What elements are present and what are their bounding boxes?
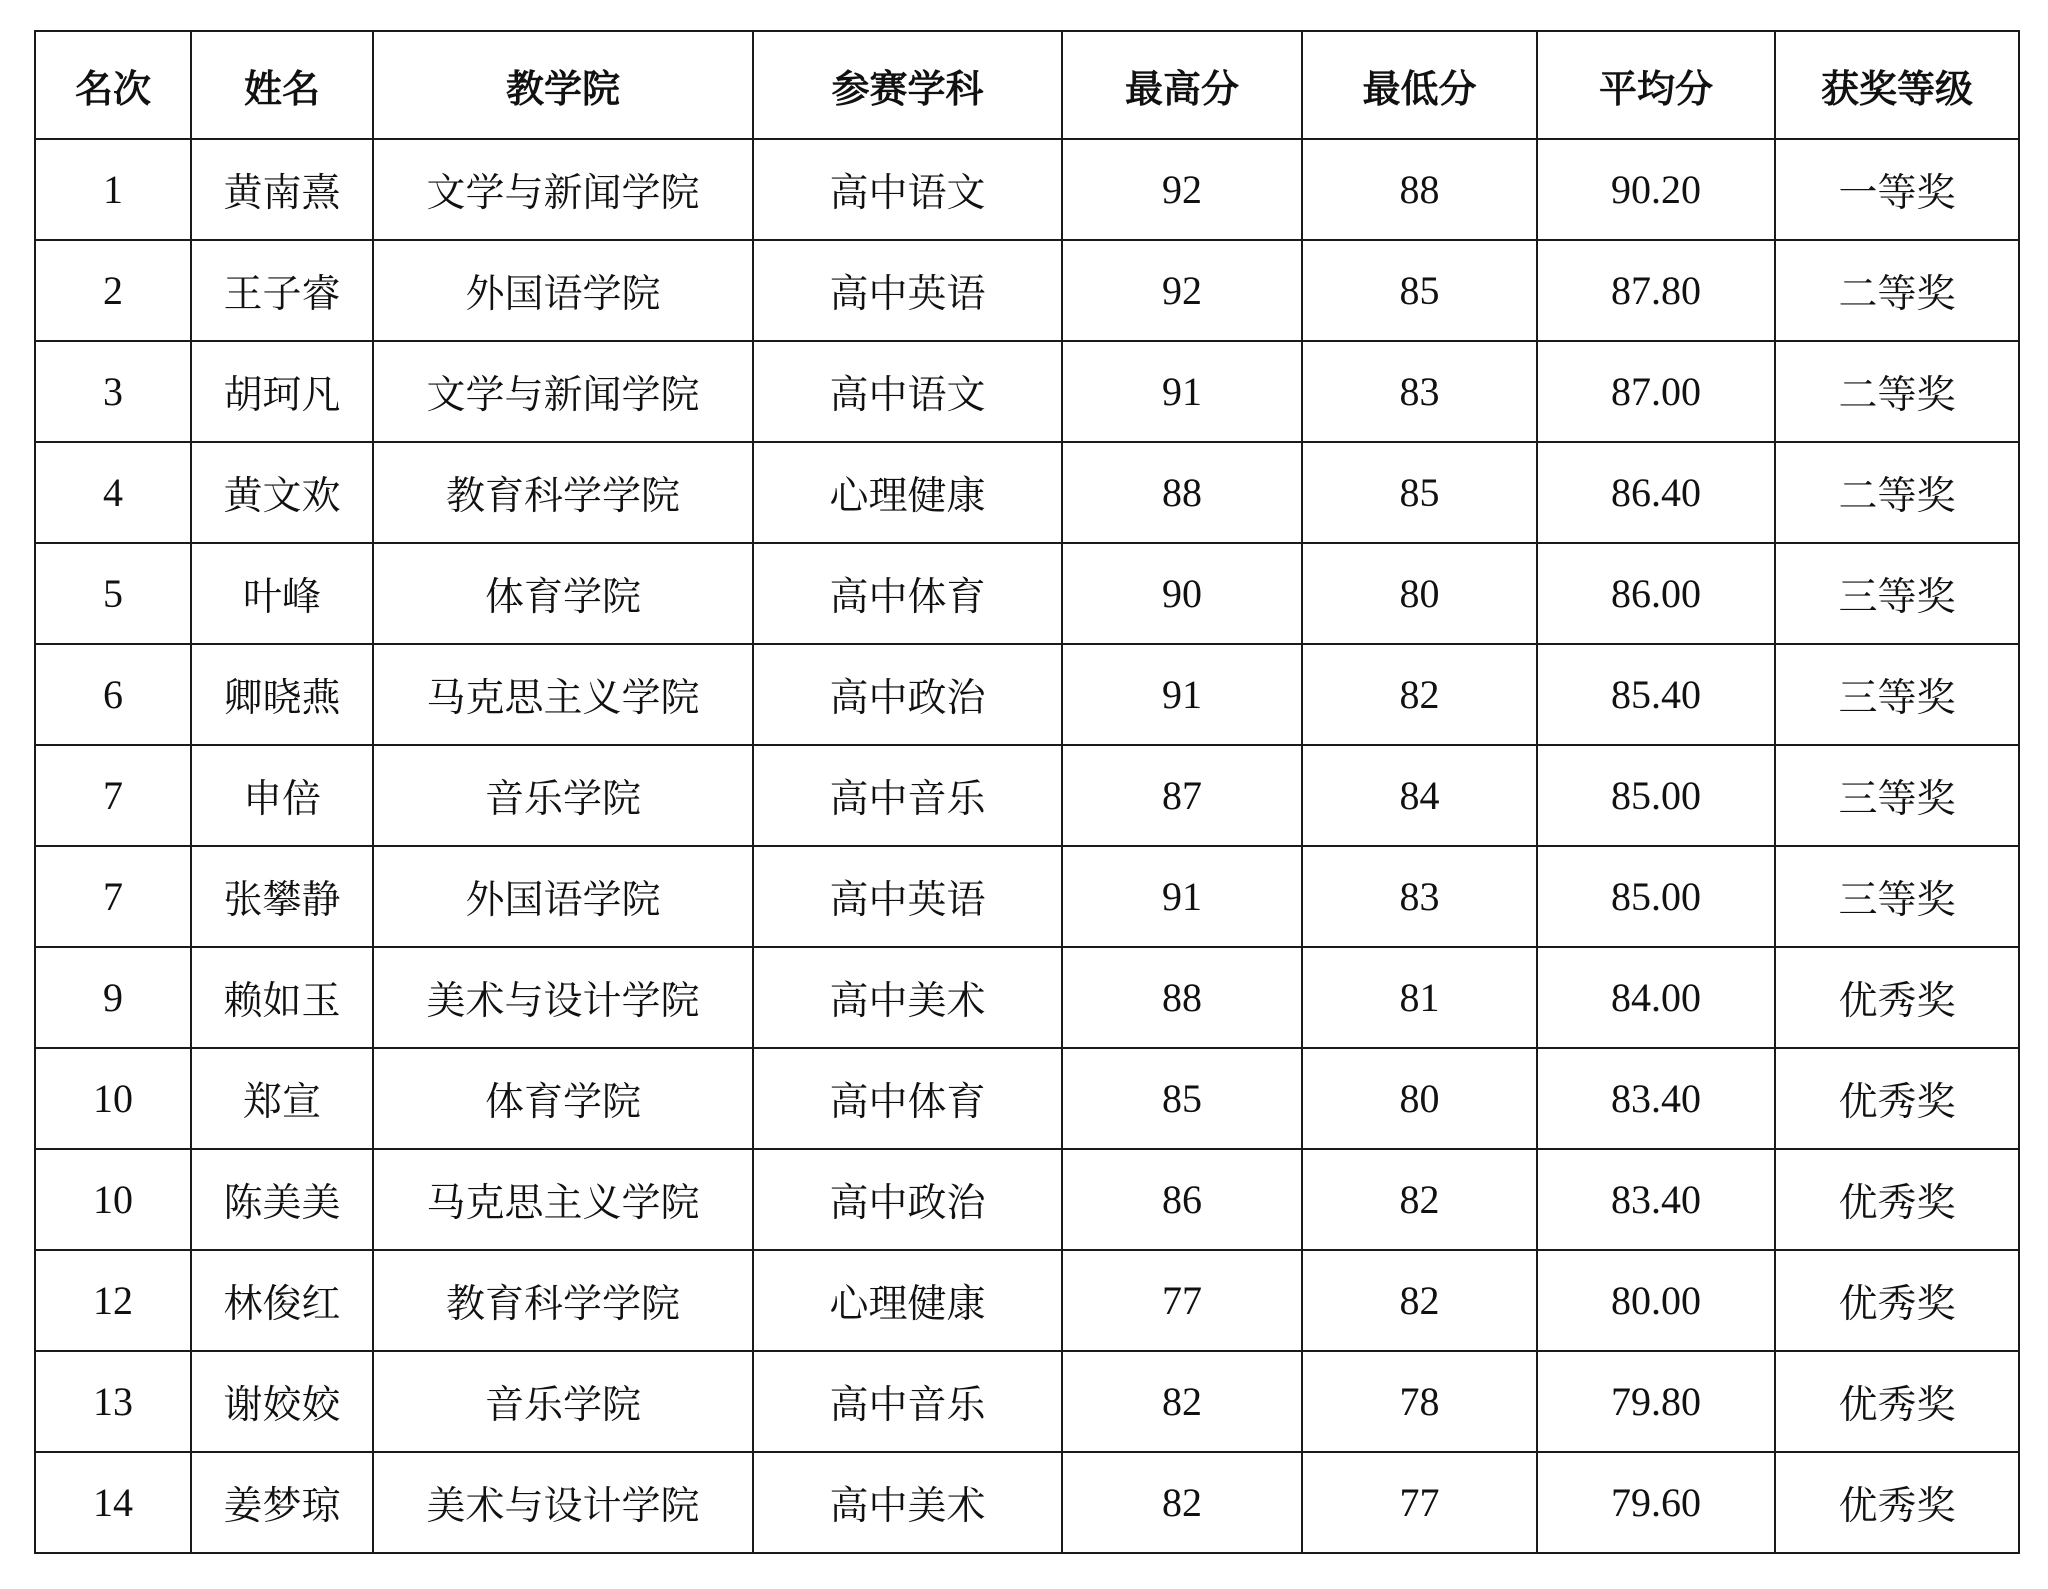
cell-rank: 9	[35, 947, 191, 1048]
cell-award-level: 三等奖	[1775, 745, 2019, 846]
cell-max-score: 88	[1062, 947, 1302, 1048]
cell-college: 美术与设计学院	[373, 1452, 753, 1553]
header-avg-score: 平均分	[1537, 31, 1775, 139]
cell-rank: 10	[35, 1048, 191, 1149]
cell-avg-score: 83.40	[1537, 1149, 1775, 1250]
cell-rank: 4	[35, 442, 191, 543]
header-rank: 名次	[35, 31, 191, 139]
results-table	[34, 30, 2020, 1554]
table-row	[35, 1048, 2019, 1149]
cell-subject: 高中音乐	[753, 1351, 1062, 1452]
cell-name: 卿晓燕	[191, 644, 373, 745]
cell-max-score: 90	[1062, 543, 1302, 644]
cell-award-level: 三等奖	[1775, 543, 2019, 644]
cell-max-score: 88	[1062, 442, 1302, 543]
cell-name: 赖如玉	[191, 947, 373, 1048]
cell-rank: 1	[35, 139, 191, 240]
cell-college: 外国语学院	[373, 240, 753, 341]
cell-avg-score: 80.00	[1537, 1250, 1775, 1351]
cell-college: 音乐学院	[373, 1351, 753, 1452]
cell-min-score: 85	[1302, 240, 1537, 341]
cell-award-level: 三等奖	[1775, 846, 2019, 947]
cell-min-score: 81	[1302, 947, 1537, 1048]
cell-avg-score: 85.40	[1537, 644, 1775, 745]
header-award-level: 获奖等级	[1775, 31, 2019, 139]
cell-rank: 13	[35, 1351, 191, 1452]
cell-rank: 5	[35, 543, 191, 644]
cell-name: 林俊红	[191, 1250, 373, 1351]
cell-award-level: 优秀奖	[1775, 1250, 2019, 1351]
cell-award-level: 三等奖	[1775, 644, 2019, 745]
cell-rank: 6	[35, 644, 191, 745]
cell-min-score: 88	[1302, 139, 1537, 240]
table-body	[35, 139, 2019, 1553]
cell-rank: 12	[35, 1250, 191, 1351]
table-row	[35, 1149, 2019, 1250]
cell-max-score: 86	[1062, 1149, 1302, 1250]
cell-avg-score: 79.80	[1537, 1351, 1775, 1452]
table-row	[35, 644, 2019, 745]
cell-subject: 高中英语	[753, 240, 1062, 341]
cell-college: 外国语学院	[373, 846, 753, 947]
cell-name: 谢姣姣	[191, 1351, 373, 1452]
cell-rank: 7	[35, 846, 191, 947]
cell-name: 申倍	[191, 745, 373, 846]
cell-college: 文学与新闻学院	[373, 341, 753, 442]
cell-subject: 高中美术	[753, 947, 1062, 1048]
header-min-score: 最低分	[1302, 31, 1537, 139]
cell-name: 张攀静	[191, 846, 373, 947]
cell-college: 马克思主义学院	[373, 1149, 753, 1250]
cell-min-score: 82	[1302, 1149, 1537, 1250]
cell-college: 体育学院	[373, 543, 753, 644]
cell-min-score: 80	[1302, 543, 1537, 644]
table-row	[35, 442, 2019, 543]
cell-award-level: 二等奖	[1775, 240, 2019, 341]
cell-rank: 14	[35, 1452, 191, 1553]
cell-name: 叶峰	[191, 543, 373, 644]
cell-avg-score: 87.80	[1537, 240, 1775, 341]
cell-avg-score: 83.40	[1537, 1048, 1775, 1149]
cell-college: 音乐学院	[373, 745, 753, 846]
table-row	[35, 846, 2019, 947]
cell-avg-score: 84.00	[1537, 947, 1775, 1048]
cell-name: 郑宣	[191, 1048, 373, 1149]
cell-min-score: 82	[1302, 644, 1537, 745]
cell-subject: 高中语文	[753, 341, 1062, 442]
cell-rank: 2	[35, 240, 191, 341]
cell-min-score: 80	[1302, 1048, 1537, 1149]
cell-award-level: 二等奖	[1775, 442, 2019, 543]
header-name: 姓名	[191, 31, 373, 139]
cell-award-level: 优秀奖	[1775, 1452, 2019, 1553]
cell-max-score: 91	[1062, 644, 1302, 745]
cell-avg-score: 86.00	[1537, 543, 1775, 644]
cell-rank: 10	[35, 1149, 191, 1250]
cell-subject: 高中体育	[753, 1048, 1062, 1149]
cell-subject: 高中英语	[753, 846, 1062, 947]
cell-award-level: 优秀奖	[1775, 1048, 2019, 1149]
cell-max-score: 87	[1062, 745, 1302, 846]
cell-college: 马克思主义学院	[373, 644, 753, 745]
cell-subject: 高中体育	[753, 543, 1062, 644]
cell-college: 教育科学学院	[373, 442, 753, 543]
table-row	[35, 1452, 2019, 1553]
cell-avg-score: 79.60	[1537, 1452, 1775, 1553]
cell-subject: 高中语文	[753, 139, 1062, 240]
cell-name: 姜梦琼	[191, 1452, 373, 1553]
cell-rank: 7	[35, 745, 191, 846]
cell-subject: 心理健康	[753, 442, 1062, 543]
cell-name: 王子睿	[191, 240, 373, 341]
cell-award-level: 二等奖	[1775, 341, 2019, 442]
cell-rank: 3	[35, 341, 191, 442]
cell-award-level: 一等奖	[1775, 139, 2019, 240]
cell-name: 胡珂凡	[191, 341, 373, 442]
cell-subject: 高中政治	[753, 644, 1062, 745]
header-subject: 参赛学科	[753, 31, 1062, 139]
cell-award-level: 优秀奖	[1775, 1149, 2019, 1250]
cell-subject: 心理健康	[753, 1250, 1062, 1351]
cell-college: 文学与新闻学院	[373, 139, 753, 240]
cell-max-score: 82	[1062, 1452, 1302, 1553]
cell-subject: 高中政治	[753, 1149, 1062, 1250]
header-college: 教学院	[373, 31, 753, 139]
cell-max-score: 92	[1062, 139, 1302, 240]
cell-subject: 高中美术	[753, 1452, 1062, 1553]
cell-name: 黄南熹	[191, 139, 373, 240]
cell-name: 黄文欢	[191, 442, 373, 543]
table-row	[35, 1351, 2019, 1452]
header-max-score: 最高分	[1062, 31, 1302, 139]
cell-avg-score: 90.20	[1537, 139, 1775, 240]
cell-avg-score: 85.00	[1537, 846, 1775, 947]
cell-min-score: 78	[1302, 1351, 1537, 1452]
cell-avg-score: 87.00	[1537, 341, 1775, 442]
cell-award-level: 优秀奖	[1775, 947, 2019, 1048]
cell-college: 体育学院	[373, 1048, 753, 1149]
table-row	[35, 947, 2019, 1048]
table-row	[35, 543, 2019, 644]
header-row	[35, 31, 2019, 139]
cell-max-score: 92	[1062, 240, 1302, 341]
cell-min-score: 82	[1302, 1250, 1537, 1351]
cell-name: 陈美美	[191, 1149, 373, 1250]
table-row	[35, 745, 2019, 846]
table-row	[35, 1250, 2019, 1351]
cell-min-score: 85	[1302, 442, 1537, 543]
cell-max-score: 82	[1062, 1351, 1302, 1452]
table-row	[35, 240, 2019, 341]
cell-max-score: 91	[1062, 341, 1302, 442]
cell-college: 教育科学学院	[373, 1250, 753, 1351]
cell-min-score: 83	[1302, 846, 1537, 947]
cell-min-score: 84	[1302, 745, 1537, 846]
cell-avg-score: 86.40	[1537, 442, 1775, 543]
table-row	[35, 341, 2019, 442]
cell-award-level: 优秀奖	[1775, 1351, 2019, 1452]
cell-max-score: 91	[1062, 846, 1302, 947]
cell-min-score: 83	[1302, 341, 1537, 442]
cell-avg-score: 85.00	[1537, 745, 1775, 846]
cell-college: 美术与设计学院	[373, 947, 753, 1048]
cell-max-score: 85	[1062, 1048, 1302, 1149]
cell-min-score: 77	[1302, 1452, 1537, 1553]
cell-max-score: 77	[1062, 1250, 1302, 1351]
cell-subject: 高中音乐	[753, 745, 1062, 846]
table-row	[35, 139, 2019, 240]
